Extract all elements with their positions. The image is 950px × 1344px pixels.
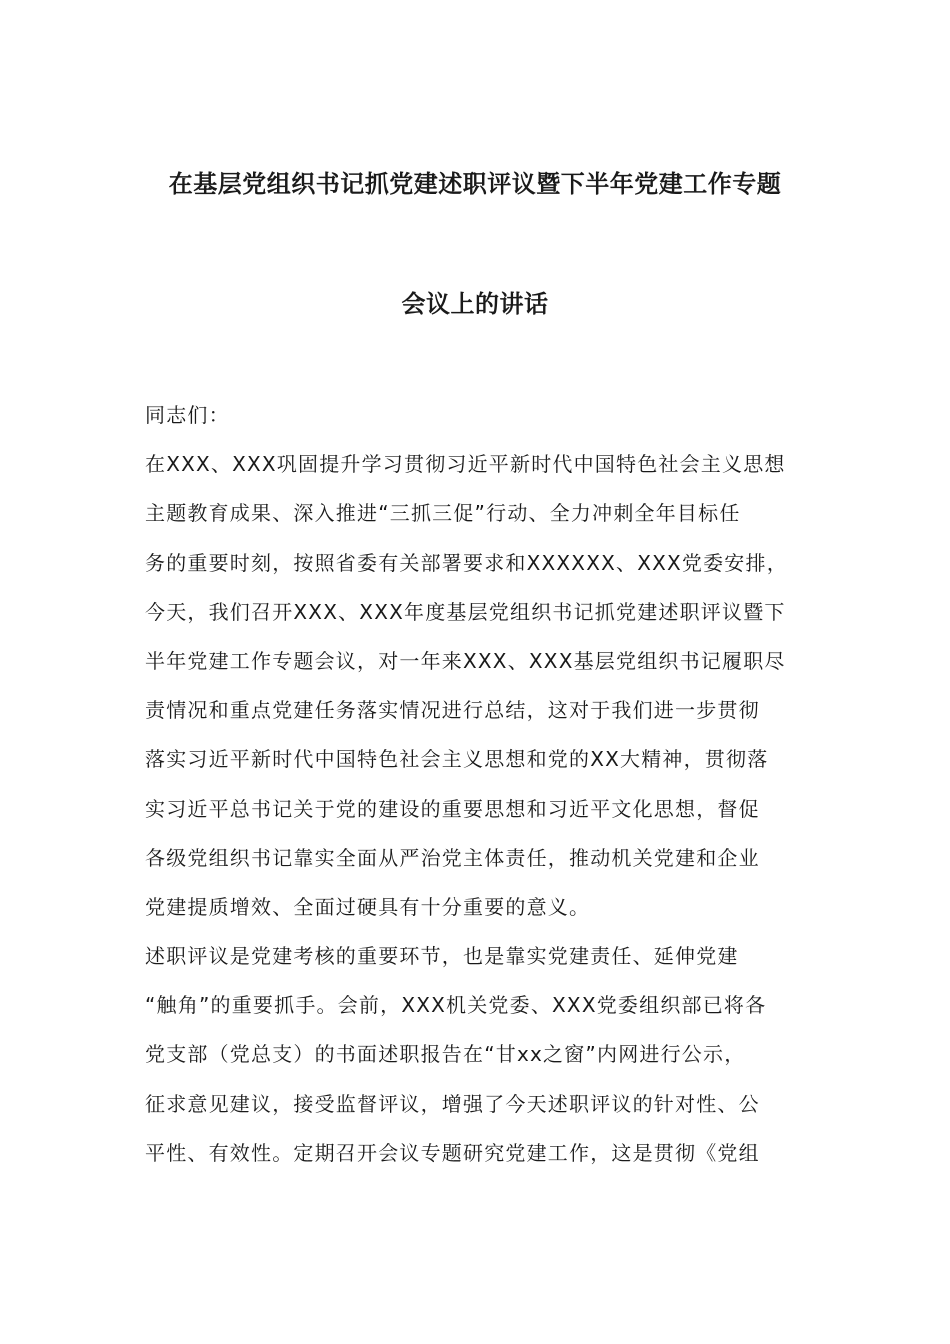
body-line: 平性、有效性。定期召开会议专题研究党建工作，这是贯彻《党组 <box>145 1140 760 1165</box>
body-line: 党建提质增效、全面过硬具有十分重要的意义。 <box>145 894 591 919</box>
body-line: 今天，我们召开XXX、XXX年度基层党组织书记抓党建述职评议暨下 <box>145 599 786 624</box>
body-line: 半年党建工作专题会议，对一年来XXX、XXX基层党组织书记履职尽 <box>145 648 786 673</box>
document-title-line-2: 会议上的讲话 <box>401 290 549 318</box>
document-title-line-1: 在基层党组织书记抓党建述职评议暨下半年党建工作专题 <box>168 170 782 198</box>
body-line: 务的重要时刻，按照省委有关部署要求和XXXXXX、XXX党委安排， <box>145 550 788 575</box>
salutation: 同志们： <box>145 403 230 427</box>
body-line: 各级党组织书记靠实全面从严治党主体责任，推动机关党建和企业 <box>145 845 760 870</box>
body-line: 征求意见建议，接受监督评议，增强了今天述职评议的针对性、公 <box>145 1091 760 1116</box>
body-line: 在XXX、XXX巩固提升学习贯彻习近平新时代中国特色社会主义思想 <box>145 452 786 477</box>
document-body <box>145 398 807 1185</box>
body-line: 责情况和重点党建任务落实情况进行总结，这对于我们进一步贯彻 <box>145 698 760 723</box>
body-line: “触角”的重要抓手。会前，XXX机关党委、XXX党委组织部已将各 <box>145 993 767 1018</box>
body-line: 落实习近平新时代中国特色社会主义思想和党的XX大精神，贯彻落 <box>145 747 769 772</box>
body-line: 述职评议是党建考核的重要环节，也是靠实党建责任、延伸党建 <box>145 944 739 969</box>
body-line: 实习近平总书记关于党的建设的重要思想和习近平文化思想，督促 <box>145 796 760 821</box>
body-line: 党支部（党总支）的书面述职报告在“甘xx之窗”内网进行公示， <box>145 1042 746 1067</box>
body-line: 主题教育成果、深入推进“三抓三促”行动、全力冲刺全年目标任 <box>145 501 741 526</box>
